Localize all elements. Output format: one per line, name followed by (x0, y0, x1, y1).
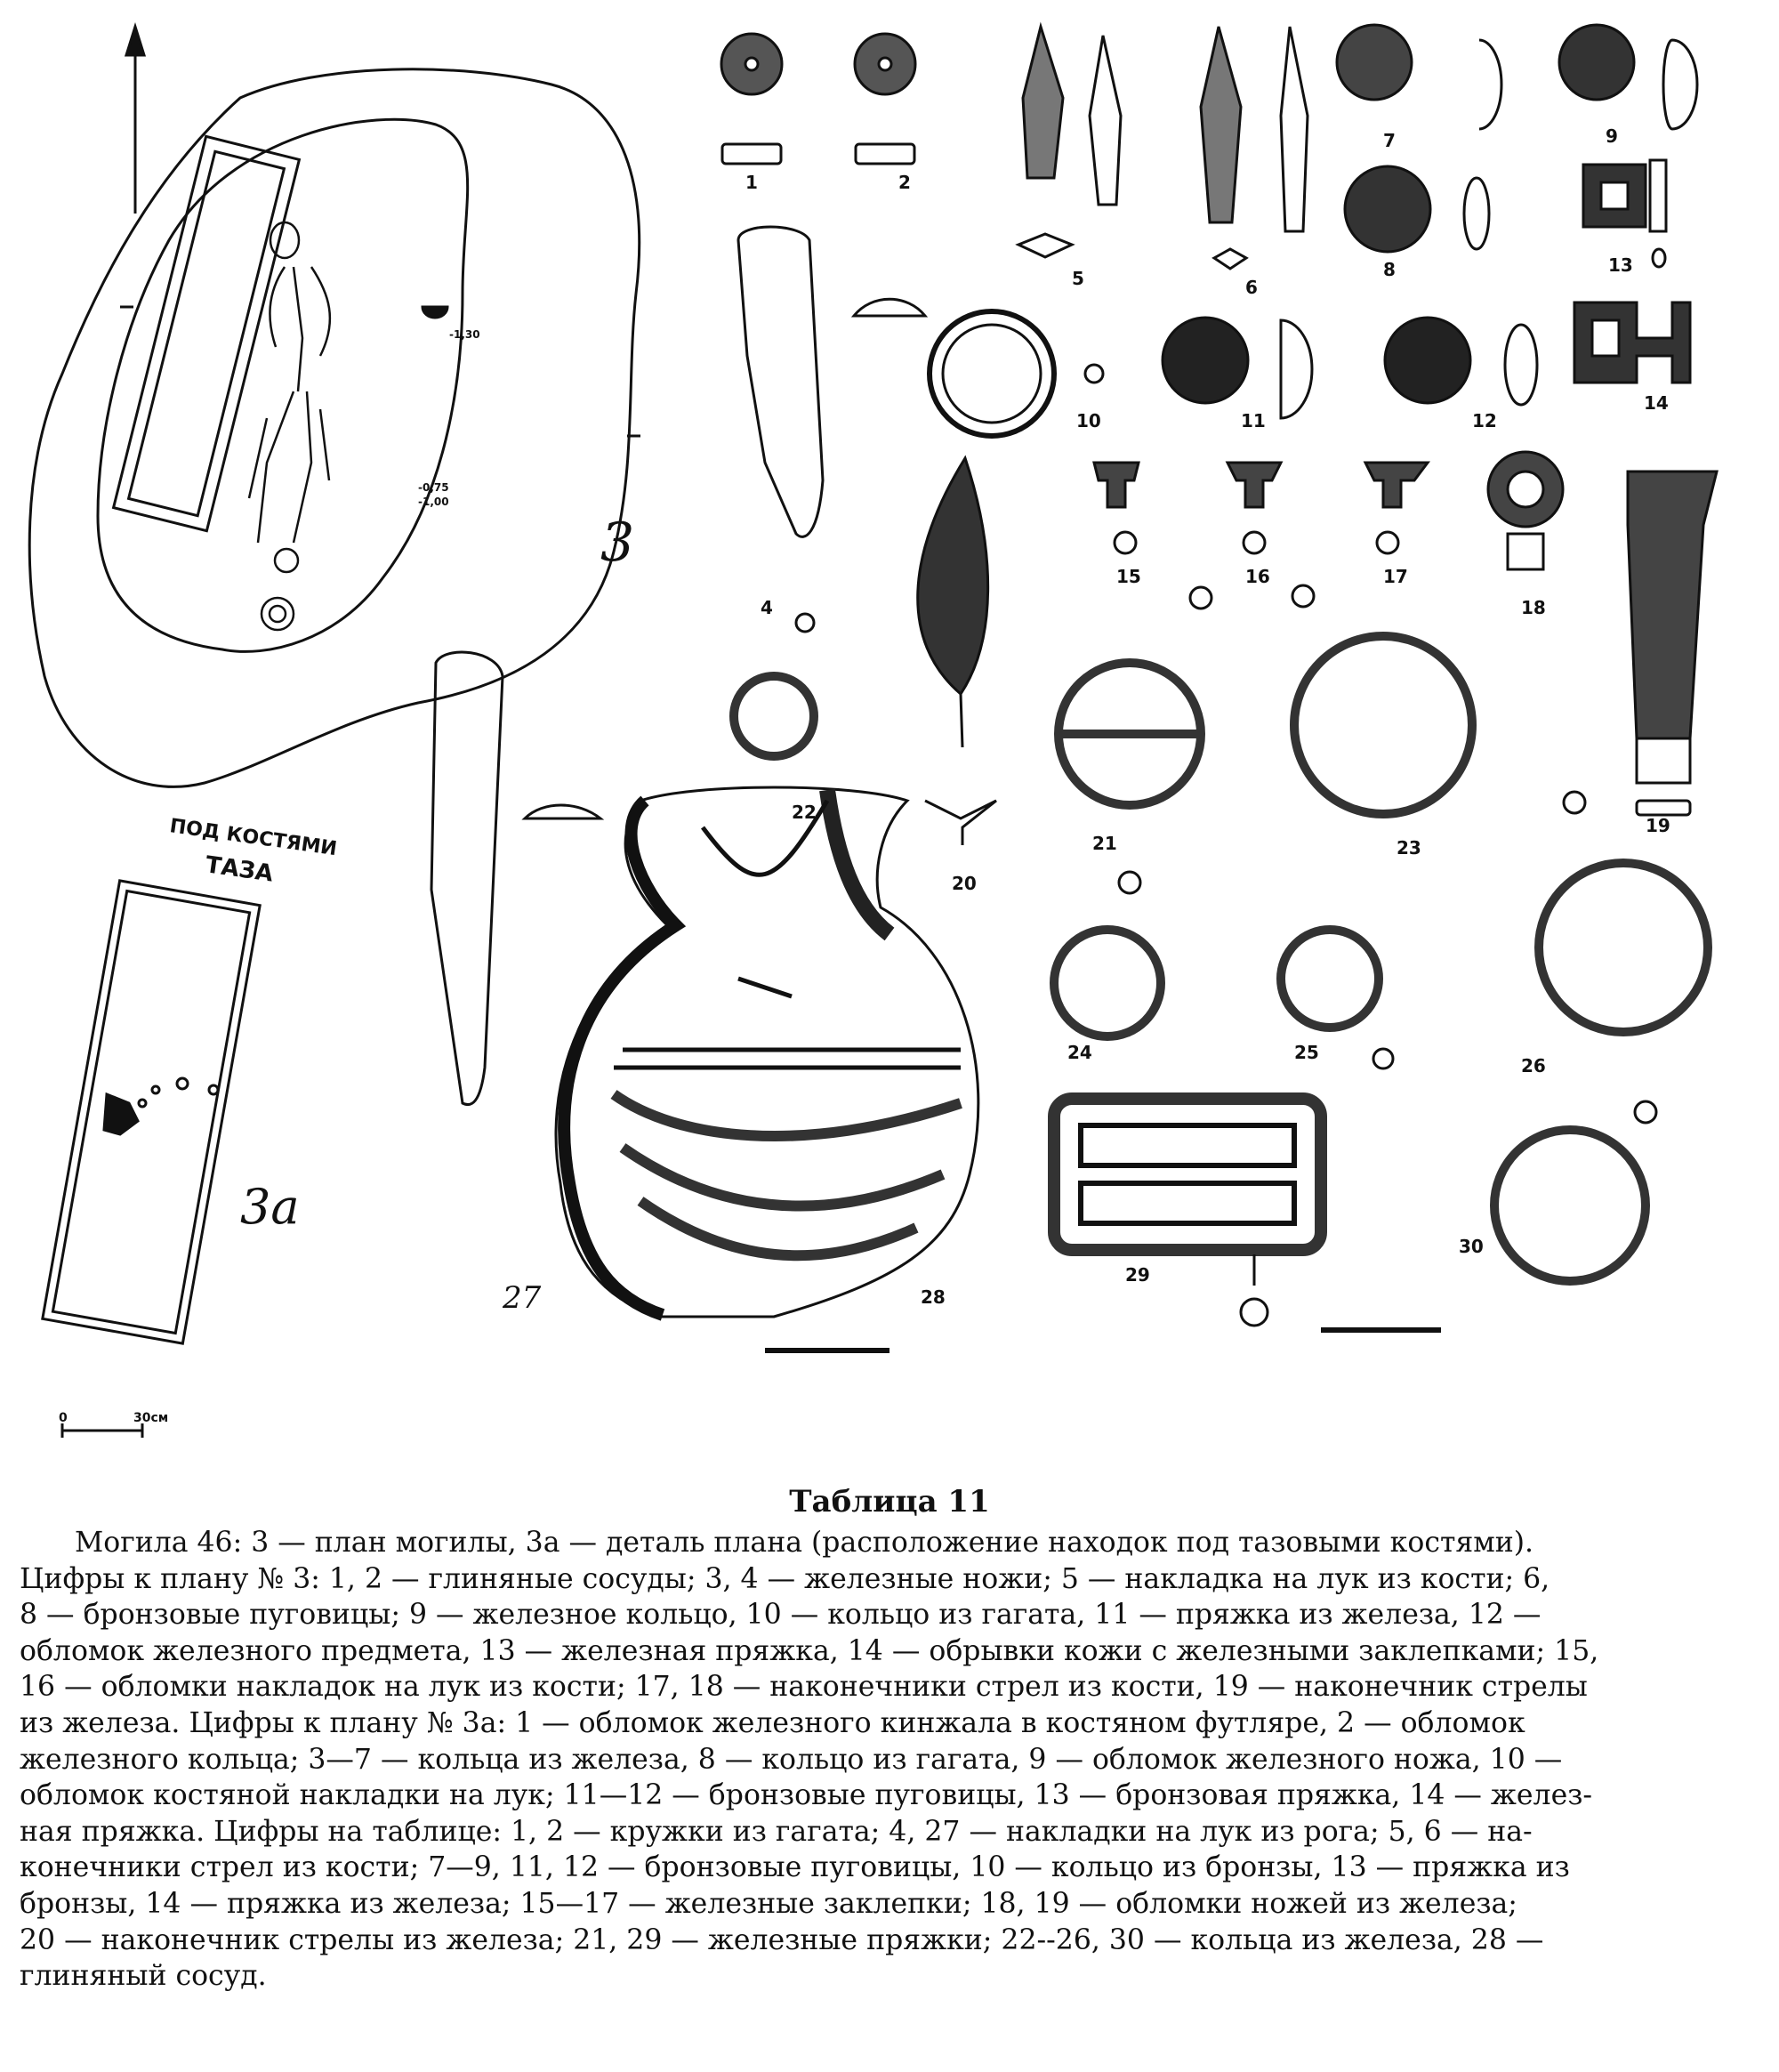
find-number-label: 23 (1397, 837, 1421, 859)
find-5-bone-arrowhead (1018, 27, 1121, 257)
find-number-label: 18 (1521, 597, 1546, 618)
find-17-iron-rivet (1365, 463, 1428, 553)
find-number-label: 19 (1646, 815, 1670, 836)
north-arrow-icon (126, 27, 144, 214)
find-25-iron-ring (1281, 930, 1379, 1028)
plan-3a-note-line2: ТАЗА (204, 851, 275, 888)
find-24-iron-ring (1054, 930, 1161, 1036)
find-number-label: 26 (1521, 1055, 1546, 1076)
find-23-iron-ring (1294, 636, 1472, 814)
find-8-bronze-button (1345, 166, 1489, 252)
caption-line: из железа. Цифры к плану № 3а: 1 — обломок железного кинжала в костяном футляре, 2 — обломок (20, 1706, 1525, 1739)
plan-3-label: 3 (600, 512, 635, 574)
find-number-label: 24 (1067, 1042, 1092, 1063)
find-number-label: 30 (1459, 1236, 1484, 1257)
caption-text (20, 1525, 1759, 1995)
grave-plan-3 (29, 69, 640, 787)
find-number-label: 12 (1472, 410, 1497, 431)
scale-end-label: 30см (133, 1411, 169, 1425)
find-18-knife-fragment (1488, 452, 1563, 569)
find-number-label: 11 (1241, 410, 1266, 431)
find-number-label: 9 (1606, 125, 1618, 147)
plan-3a-note-line1: ПОД КОСТЯМИ (168, 815, 339, 861)
find-number-label: 21 (1092, 833, 1117, 854)
caption-line: ная пряжка. Цифры на таблице: 1, 2 — кружки из гагата; 4, 27 — накладки на лук из рога; 5, 6 — на- (20, 1815, 1533, 1848)
find-number-label: 14 (1644, 392, 1669, 414)
find-26-iron-ring (1539, 863, 1708, 1032)
find-number-label: 16 (1245, 566, 1270, 587)
find-1-jet-disc (721, 34, 782, 164)
caption-line: Цифры к плану № 3: 1, 2 — глиняные сосуды; 3, 4 — железные ножи; 5 — накладка на лук из кости; 6, (20, 1562, 1550, 1595)
find-19-knife-fragment (1628, 472, 1717, 815)
depth-label: -1,00 (418, 496, 449, 508)
find-7-bronze-button (1337, 25, 1501, 129)
find-number-label: 5 (1072, 268, 1084, 289)
find-number-label: 4 (761, 597, 773, 618)
find-number-label: 29 (1125, 1264, 1150, 1286)
find-number-label: 13 (1608, 254, 1633, 276)
find-number-label: 6 (1245, 277, 1258, 298)
depth-label: -0,75 (418, 481, 449, 494)
find-number-label: 8 (1383, 259, 1396, 280)
find-16-iron-rivet (1228, 463, 1281, 553)
find-15-iron-rivet (1094, 463, 1139, 553)
find-number-label: 22 (792, 802, 817, 823)
find-number-label: 10 (1076, 410, 1101, 431)
find-12-bronze-button (1385, 318, 1537, 405)
find-22-iron-ring (734, 676, 814, 756)
find-number-label: 25 (1294, 1042, 1319, 1063)
caption-line: обломок костяной накладки на лук; 11—12 — бронзовые пуговицы, 13 — бронзовая пряжка, 14 — желез- (20, 1779, 1593, 1812)
find-28-clay-jug (556, 787, 978, 1350)
grave-plan-3a (43, 881, 260, 1343)
plate-title: Таблица 11 (789, 1484, 990, 1520)
find-13-bronze-buckle (1583, 160, 1666, 267)
find-number-label: 15 (1116, 566, 1141, 587)
find-2-jet-disc (855, 34, 915, 164)
find-number-label: 7 (1383, 130, 1396, 151)
find-14-iron-buckle (1574, 302, 1690, 383)
find-29-iron-buckle (1054, 1099, 1441, 1330)
find-9-bronze-button (1559, 25, 1697, 129)
find-number-label: 2 (898, 172, 911, 193)
find-number-label: 1 (745, 172, 758, 193)
scale-zero-label: 0 (59, 1411, 68, 1425)
find-20-iron-arrowhead (918, 458, 996, 845)
caption-line: обломок железного предмета, 13 — железная пряжка, 14 — обрывки кожи с железными заклепками; 15, (20, 1634, 1599, 1667)
plate-caption (20, 1484, 1759, 1995)
find-number-label: 17 (1383, 566, 1408, 587)
caption-line: 20 — наконечник стрелы из железа; 21, 29 — железные пряжки; 22--26, 30 — кольца из железа, 28 — (20, 1923, 1544, 1956)
caption-line: железного кольца; 3—7 — кольца из железа, 8 — кольцо из гагата, 9 — обломок железного ножа, 10 — (20, 1743, 1563, 1776)
caption-line: Могила 46: 3 — план могилы, 3а — деталь плана (расположение находок под тазовыми костями). (75, 1527, 1534, 1559)
plan-3a-label: 3а (240, 1179, 300, 1235)
find-number-label: 28 (921, 1286, 946, 1308)
find-number-label: 27 (503, 1280, 542, 1316)
find-number-label: 20 (952, 873, 977, 894)
caption-line: бронзы, 14 — пряжка из железа; 15—17 — железные заклепки; 18, 19 — обломки ножей из железа; (20, 1887, 1517, 1920)
caption-line: глиняный сосуд. (20, 1960, 267, 1993)
depth-label: -1,30 (449, 328, 480, 341)
caption-line: 16 — обломки накладок на лук из кости; 17, 18 — наконечники стрел из кости, 19 — наконечник стрелы (20, 1671, 1588, 1704)
find-30-iron-ring (1494, 1130, 1646, 1281)
find-4-horn-bow-plate (738, 227, 925, 536)
find-11-bronze-button (1163, 318, 1312, 418)
caption-line: конечники стрел из кости; 7—9, 11, 12 — бронзовые пуговицы, 10 — кольцо из бронзы, 13 — пряжка из (20, 1851, 1570, 1884)
find-6-bone-arrowhead (1201, 27, 1308, 269)
caption-line: 8 — бронзовые пуговицы; 9 — железное кольцо, 10 — кольцо из гагата, 11 — пряжка из железа, 12 — (20, 1599, 1542, 1632)
